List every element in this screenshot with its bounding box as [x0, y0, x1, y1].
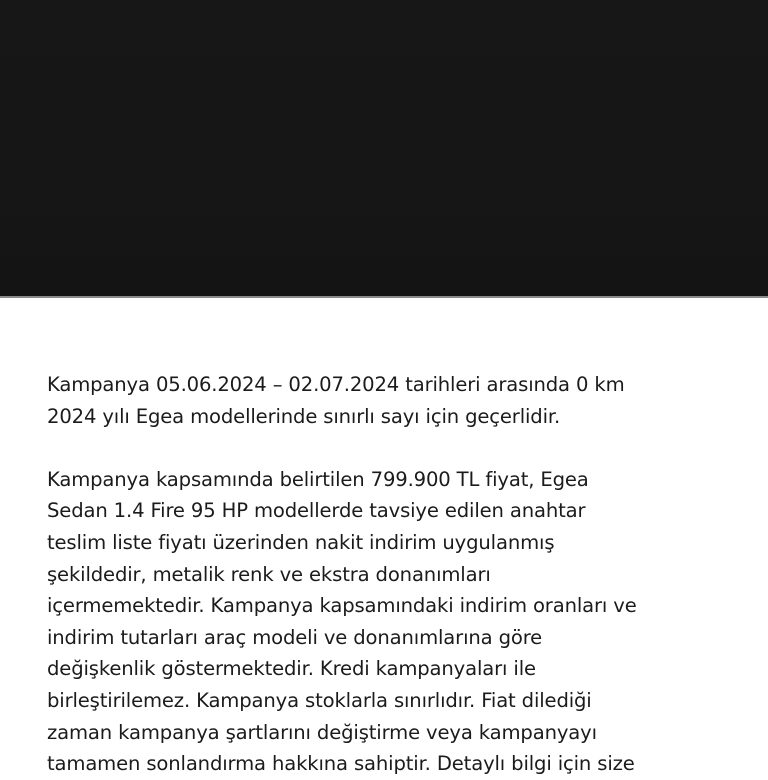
- text-line: indirim tutarları araç modeli ve donanımlarına göre: [47, 625, 543, 649]
- text-line: değişkenlik göstermektedir. Kredi kampanyaları ile: [47, 657, 536, 681]
- text-line: zaman kampanya şartlarını değiştirme veya kampanyayı: [47, 720, 597, 744]
- hero-image-area: [0, 0, 768, 298]
- campaign-period-paragraph: [47, 369, 737, 432]
- text-line: Kampanya 05.06.2024 – 02.07.2024 tarihleri arasında 0 km: [47, 373, 625, 396]
- text-line: Sedan 1.4 Fire 95 HP modellerde tavsiye edilen anahtar: [47, 499, 586, 523]
- text-line: şekildedir, metalik renk ve ekstra donanımları: [47, 562, 491, 586]
- text-line: teslim liste fiyatı üzerinden nakit indirim uygulanmış: [47, 530, 555, 554]
- text-line: tamamen sonlandırma hakkına sahiptir. Detaylı bilgi için size: [47, 752, 635, 776]
- text-line: 2024 yılı Egea modellerinde sınırlı sayı için geçerlidir.: [47, 404, 561, 428]
- text-line: Kampanya kapsamında belirtilen 799.900 TL fiyat, Egea: [47, 467, 589, 491]
- text-line: içermemektedir. Kampanya kapsamındaki indirim oranları ve: [47, 594, 637, 618]
- campaign-disclaimer: [47, 369, 737, 780]
- text-line: birleştirilemez. Kampanya stoklarla sınırlıdır. Fiat dilediği: [47, 688, 592, 712]
- campaign-terms-paragraph: [47, 464, 737, 780]
